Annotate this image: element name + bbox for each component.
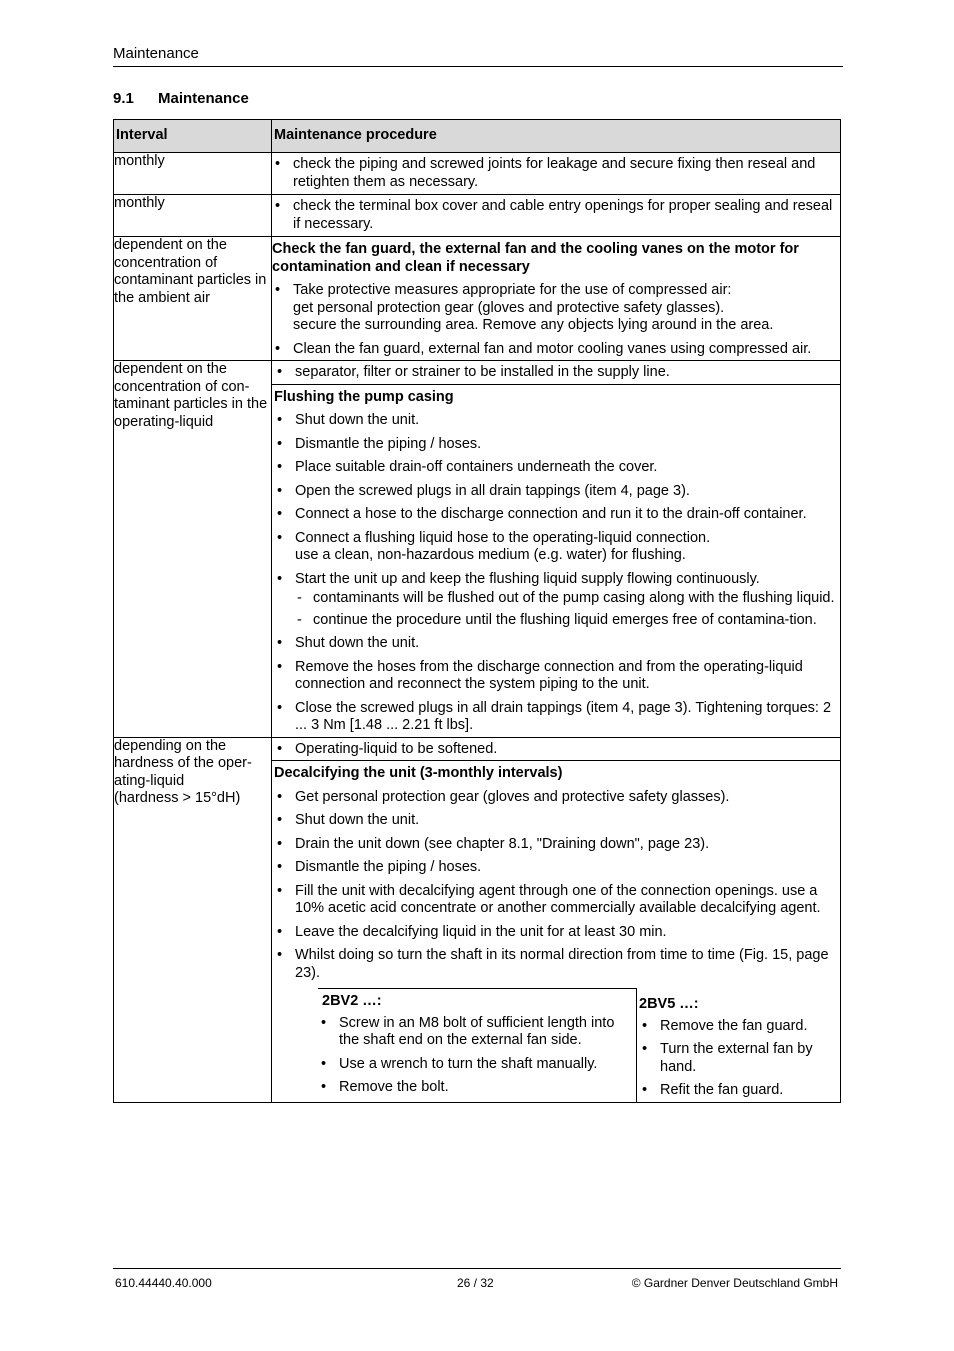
list-item-line: • Connect a flushing liquid hose to the operating-liquid connection. [295,529,711,546]
procedure-subsection [272,384,840,735]
list-item: • Fill the unit with decalcifying agent through one of the connection openings. use a 10% acetic acid concentrate or another commercially available decalcifying agent. [274,883,838,918]
interval-line: (hardness > 15°dH) [114,790,241,806]
procedure-heading: Check the fan guard, the external fan and the cooling vanes on the motor for contamination and clean if necessary [272,241,799,275]
list-item: • Screw in an M8 bolt of sufficient length into the shaft end on the external fan side. [318,1015,636,1050]
section-title: Maintenance [158,90,249,107]
list-item [274,530,838,565]
header-rule [113,66,843,67]
list-item: • check the piping and screwed joints for leakage and secure fixing then reseal and retighten them as necessary. [272,156,840,191]
list-item: • Leave the decalcifying liquid in the unit for at least 30 min. [274,924,838,942]
maintenance-table [113,119,841,1103]
variant-title: 2BV5 …: [639,996,699,1012]
list-item: • Open the screwed plugs in all drain tappings (item 4, page 3). [274,483,838,501]
list-item-line: • Start the unit up and keep the flushing liquid supply flowing continuously. [295,570,760,587]
copyright: © Gardner Denver Deutschland GmbH [631,1276,838,1290]
list-item-line: use a clean, non-hazardous medium (e.g. water) for flushing. [295,547,686,563]
interval-cell [114,737,272,1102]
procedure-heading: Flushing the pump casing [274,388,454,405]
list-item: • Turn the external fan by hand. [639,1041,838,1076]
list-item-line: • Take protective measures appropriate for the use of compressed air: [293,282,732,298]
dash-item: - continue the procedure until the flushing liquid emerges free of contamina-tion. [295,612,838,630]
list-item: • Place suitable drain-off containers underneath the cover. [274,459,838,477]
procedure-cell [272,237,841,361]
procedure-subsection [272,760,840,1102]
list-item [272,282,840,335]
interval-cell: dependent on the concentration of con-taminant particles in the operating-liquid [114,361,272,738]
list-item: • Shut down the unit. [274,635,838,653]
variant-title: 2BV2 …: [322,993,382,1009]
list-item: • Remove the hoses from the discharge connection and from the operating-liquid connection and reconnect the system piping to the unit. [274,659,838,694]
variant-2bv5 [636,988,838,1102]
list-item: • Clean the fan guard, external fan and motor cooling vanes using compressed air. [272,341,840,359]
document-number: 610.44440.40.000 [115,1276,212,1290]
section-number: 9.1 [113,90,134,107]
list-item: • Dismantle the piping / hoses. [274,859,838,877]
list-item: • separator, filter or strainer to be installed in the supply line. [274,364,838,382]
model-variants [318,988,838,1102]
list-item: • Remove the fan guard. [639,1018,838,1036]
table-row [114,153,841,195]
list-item-line: get personal protection gear (gloves and protective safety glasses). [293,299,725,316]
list-item: • Refit the fan guard. [639,1082,838,1100]
list-item-line: secure the surrounding area. Remove any objects lying around in the area. [293,317,774,333]
list-item [274,571,838,630]
list-item: • Operating-liquid to be softened. [274,741,838,759]
procedure-cell [272,737,841,1102]
interval-cell: monthly [114,153,272,195]
table-row [114,361,841,738]
list-item: • Drain the unit down (see chapter 8.1, "Draining down", page 23). [274,836,838,854]
procedure-cell [272,153,841,195]
list-item: • Remove the bolt. [318,1079,636,1097]
variant-2bv2 [318,988,636,1102]
interval-cell: dependent on the concentration of contaminant particles in the ambient air [114,237,272,361]
dash-item: - contaminants will be flushed out of the pump casing along with the flushing liquid. [295,590,838,608]
list-item: • Use a wrench to turn the shaft manually. [318,1056,636,1074]
running-header: Maintenance [113,45,199,62]
procedure-heading: Decalcifying the unit (3-monthly intervals) [274,765,563,781]
list-item: • Connect a hose to the discharge connection and run it to the drain-off container. [274,506,838,524]
list-item: • Get personal protection gear (gloves and protective safety glasses). [274,789,838,807]
list-item: • Dismantle the piping / hoses. [274,436,838,454]
page-number: 26 / 32 [457,1276,494,1290]
list-item: • Close the screwed plugs in all drain tappings (item 4, page 3). Tightening torques: 2 ... 3 Nm [1.48 ... 2.21 ft lbs]. [274,700,838,735]
column-header-procedure: Maintenance procedure [272,120,841,153]
section-heading [113,90,249,107]
table-row [114,195,841,237]
list-item: • Shut down the unit. [274,412,838,430]
list-item: • Shut down the unit. [274,812,838,830]
interval-line: depending on the hardness of the oper-ating-liquid [114,737,252,789]
procedure-cell [272,361,841,738]
footer-rule [113,1268,841,1269]
column-header-interval: Interval [114,120,272,153]
table-header-row [114,120,841,153]
table-row [114,237,841,361]
list-item: • check the terminal box cover and cable entry openings for proper sealing and reseal if necessary. [272,198,840,233]
table-row [114,737,841,1102]
list-item: • Whilst doing so turn the shaft in its normal direction from time to time (Fig. 15, page 23). [274,947,838,982]
interval-cell: monthly [114,195,272,237]
procedure-cell [272,195,841,237]
